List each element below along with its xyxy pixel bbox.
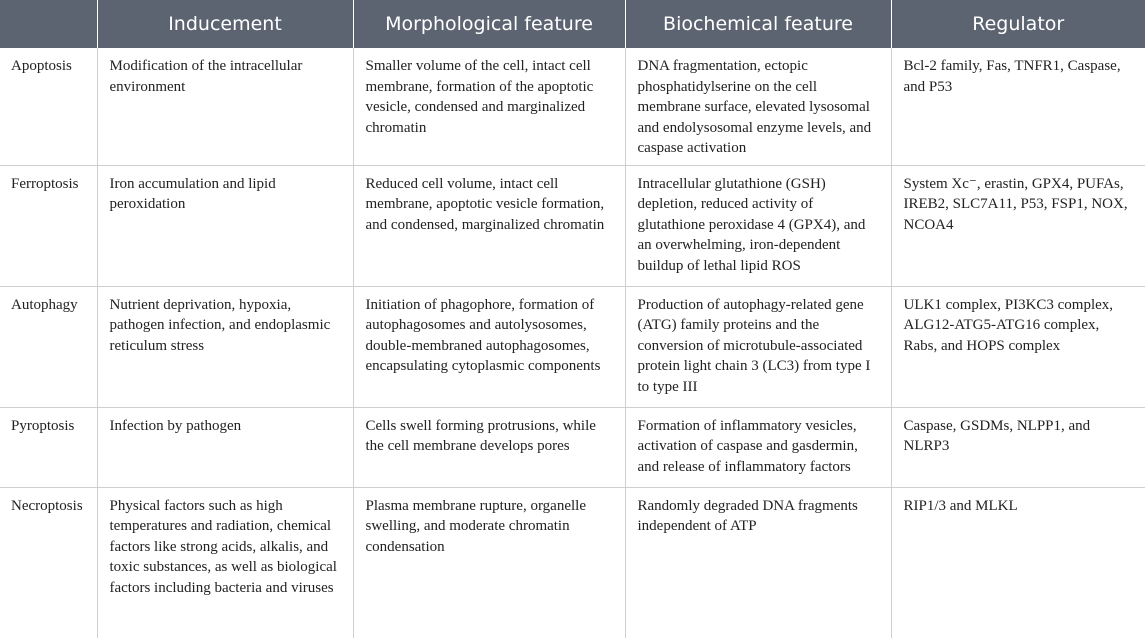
morphological-feature-cell: Reduced cell volume, intact cell membrane, apoptotic vesicle formation, and condensed, marginalized chromatin (353, 165, 625, 286)
header-cell-biochemical-feature: Biochemical feature (625, 0, 891, 48)
table-row-autophagy (0, 286, 1145, 407)
table-row-pyroptosis (0, 407, 1145, 487)
row-label-cell: Autophagy (0, 286, 97, 407)
biochemical-feature-cell: DNA fragmentation, ectopic phosphatidylserine on the cell membrane surface, elevated lysosomal and endolysosomal enzyme levels, and caspase activation (625, 48, 891, 165)
regulator-cell: Caspase, GSDMs, NLPP1, and NLRP3 (891, 407, 1145, 487)
header-row (0, 0, 1145, 48)
regulator-cell: RIP1/3 and MLKL (891, 487, 1145, 638)
inducement-cell: Physical factors such as high temperatures and radiation, chemical factors like strong acids, alkalis, and toxic substances, as well as biological factors including bacteria and viruses (97, 487, 353, 638)
table-row-ferroptosis (0, 165, 1145, 286)
regulator-cell: Bcl-2 family, Fas, TNFR1, Caspase, and P53 (891, 48, 1145, 165)
biochemical-feature-cell: Randomly degraded DNA fragments independent of ATP (625, 487, 891, 638)
row-label-cell: Necroptosis (11, 497, 83, 514)
biochemical-feature-cell: Production of autophagy-related gene (ATG) family proteins and the conversion of microtubule-associated protein light chain 3 (LC3) from type I to type III (625, 286, 891, 407)
table-body (0, 48, 1145, 638)
inducement-cell: Iron accumulation and lipid peroxidation (97, 165, 353, 286)
inducement-cell: Modification of the intracellular environment (97, 48, 353, 165)
header-cell-inducement: Inducement (97, 0, 353, 48)
regulator-cell: ULK1 complex, PI3KC3 complex, ALG12-ATG5-ATG16 complex, Rabs, and HOPS complex (891, 286, 1145, 407)
table-header (0, 0, 1145, 48)
morphological-feature-cell: Plasma membrane rupture, organelle swelling, and moderate chromatin condensation (353, 487, 625, 638)
header-cell-regulator: Regulator (891, 0, 1145, 48)
row-label-cell: Apoptosis (0, 48, 97, 165)
biochemical-feature-cell: Formation of inflammatory vesicles, activation of caspase and gasdermin, and release of inflammatory factors (625, 407, 891, 487)
row-label-cell: Pyroptosis (0, 407, 97, 487)
inducement-cell: Nutrient deprivation, hypoxia, pathogen infection, and endoplasmic reticulum stress (97, 286, 353, 407)
table-row-apoptosis (0, 48, 1145, 165)
morphological-feature-cell: Initiation of phagophore, formation of autophagosomes and autolysosomes, double-membraned autophagosomes, encapsulating cytoplasmic components (353, 286, 625, 407)
morphological-feature-cell: Cells swell forming protrusions, while the cell membrane develops pores (353, 407, 625, 487)
header-cell-row-label (0, 0, 97, 48)
inducement-cell: Infection by pathogen (97, 407, 353, 487)
header-cell-morphological-feature: Morphological feature (353, 0, 625, 48)
regulator-cell: System Xc⁻, erastin, GPX4, PUFAs, IREB2, SLC7A11, P53, FSP1, NOX, NCOA4 (891, 165, 1145, 286)
table-row-necroptosis (0, 487, 1145, 638)
biochemical-feature-cell: Intracellular glutathione (GSH) depletion, reduced activity of glutathione peroxidase 4 (GPX4), and an overwhelming, iron-dependent buildup of lethal lipid ROS (625, 165, 891, 286)
row-label-cell: Ferroptosis (0, 165, 97, 286)
morphological-feature-cell: Smaller volume of the cell, intact cell membrane, formation of the apoptotic vesicle, condensed and marginalized chromatin (353, 48, 625, 165)
